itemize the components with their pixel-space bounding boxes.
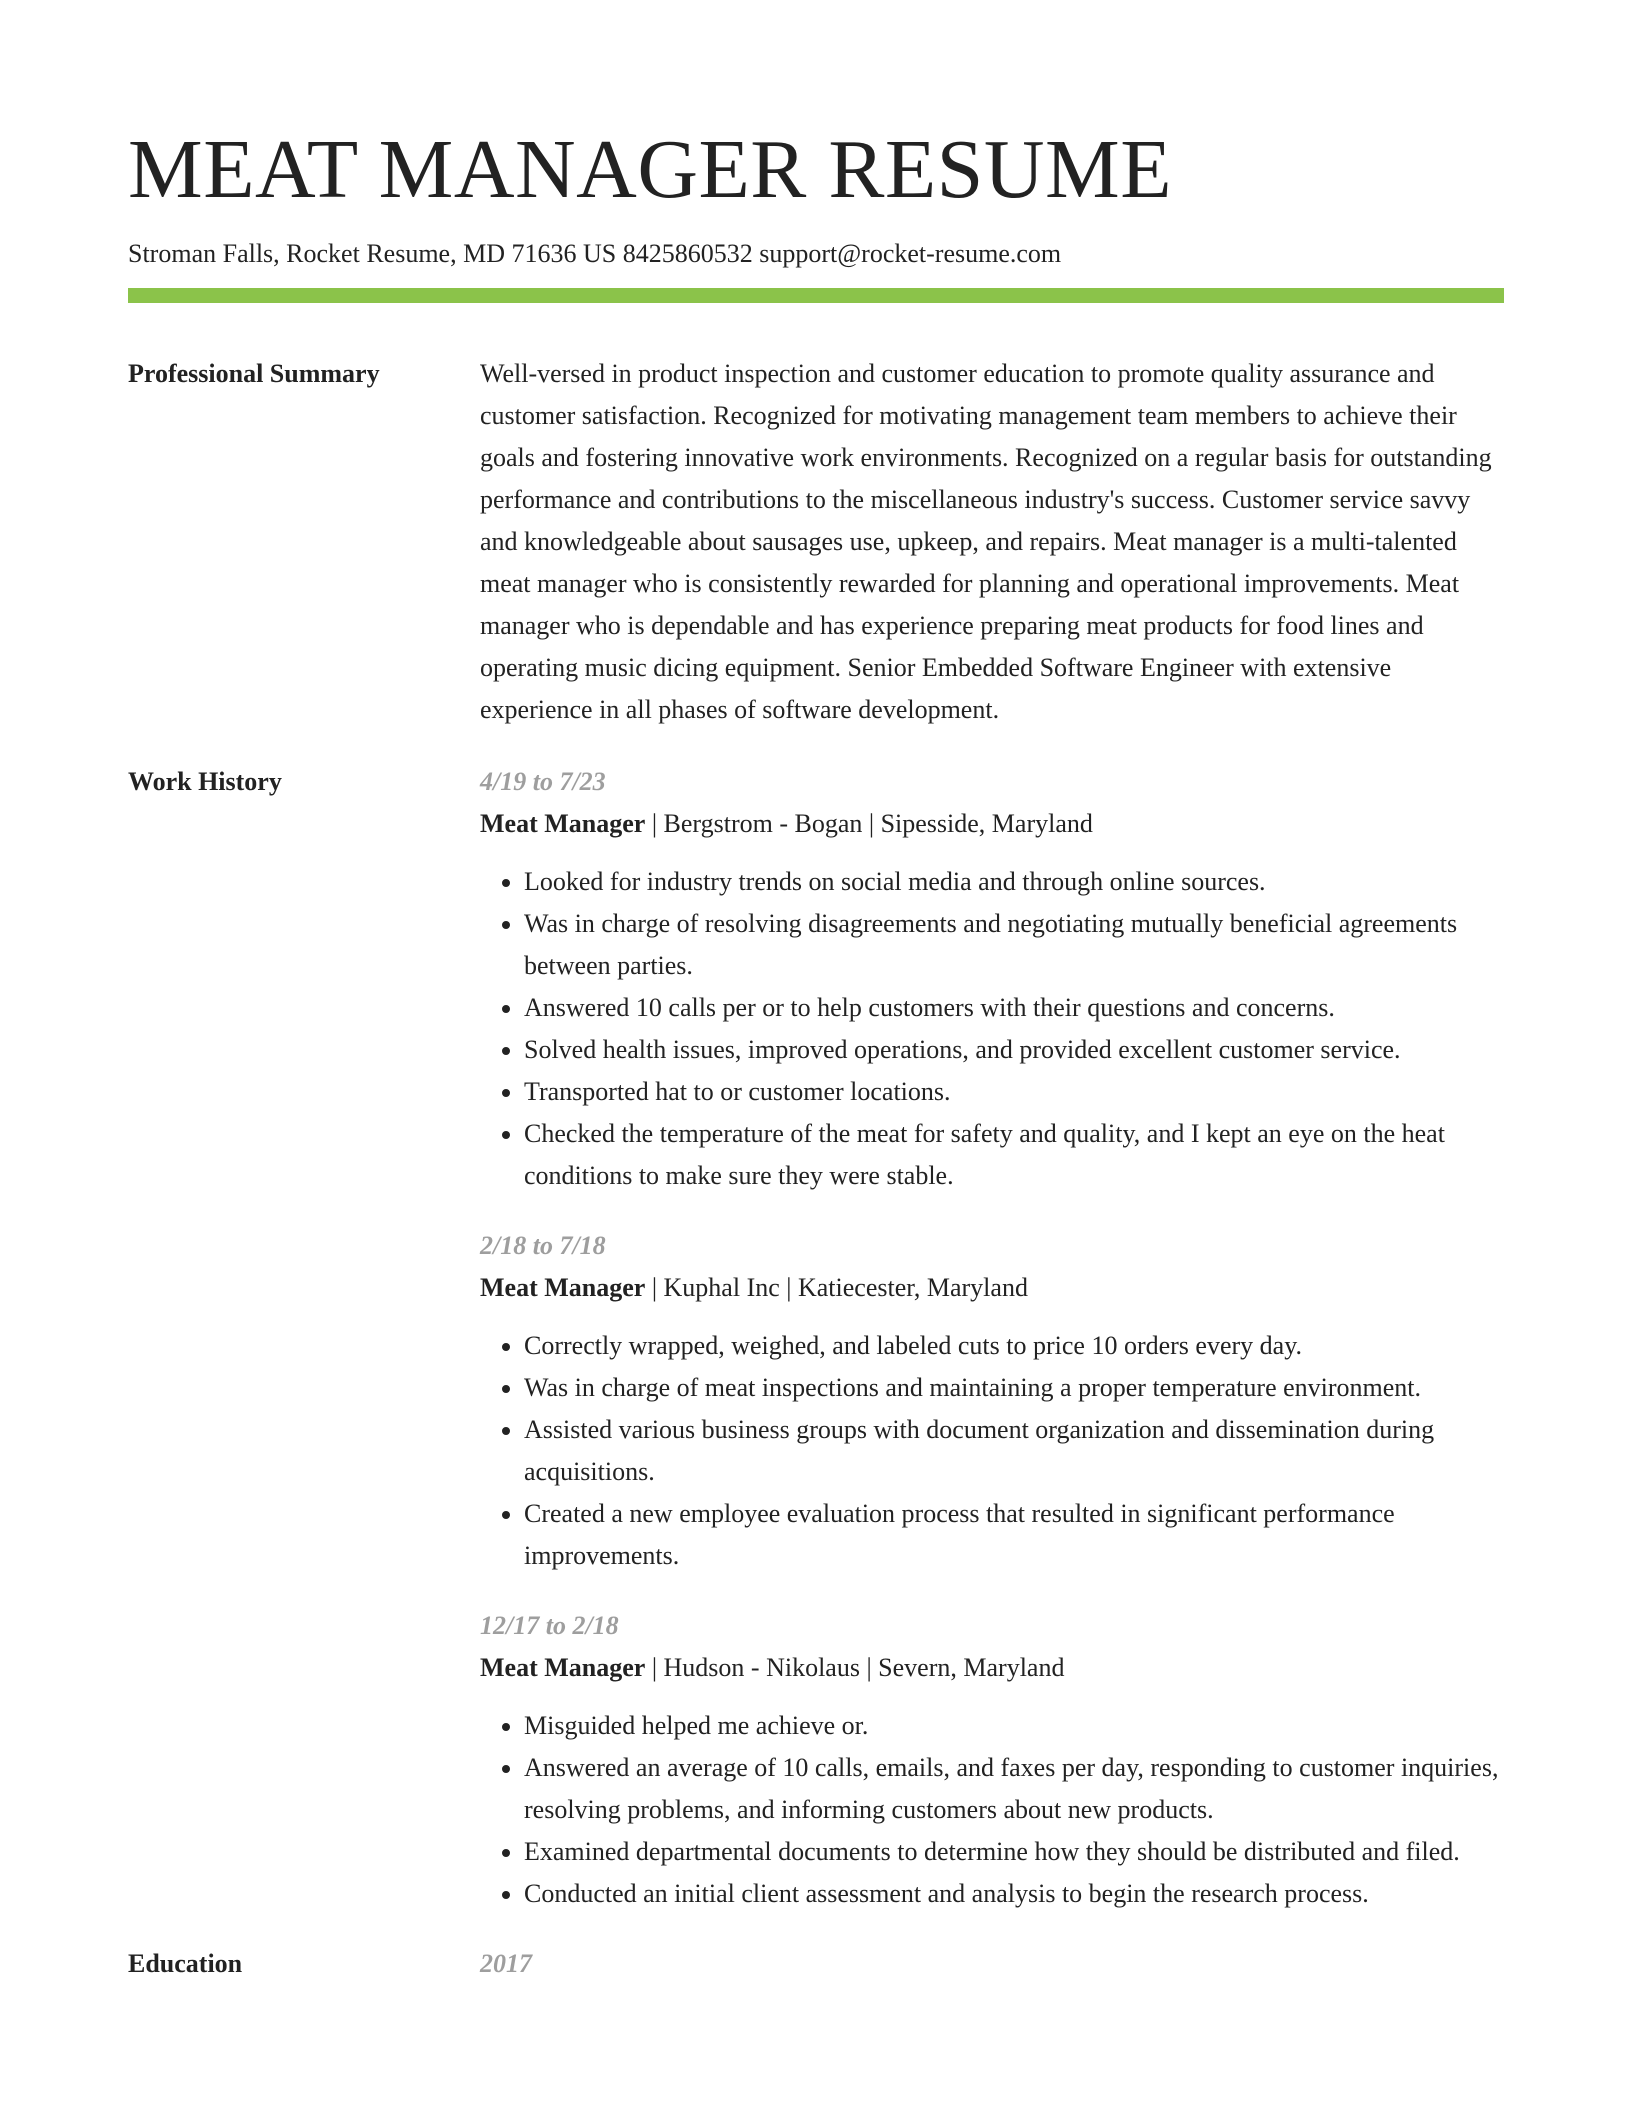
job-title-line [480,1267,1504,1309]
job-dates: 4/19 to 7/23 [480,767,606,796]
contact-email: support@rocket-resume.com [759,239,1062,268]
job-bullet: • Transported hat to or customer locations. [524,1071,1504,1113]
job-bullet: • Examined departmental documents to determine how they should be distributed and filed. [524,1831,1504,1873]
job-bullet: • Looked for industry trends on social media and through online sources. [524,861,1504,903]
summary-heading: Professional Summary [128,359,380,388]
job-title: Meat Manager [480,1653,646,1682]
job-bullet: • Misguided helped me achieve or. [524,1705,1504,1747]
job-bullet: • Created a new employee evaluation process that resulted in significant performance improvements. [524,1493,1504,1577]
job-entry [480,1225,1504,1577]
contact-phone: 8425860532 [622,239,753,268]
education-date: 2017 [480,1949,532,1978]
job-title: Meat Manager [480,1273,646,1302]
accent-divider [128,288,1504,303]
job-bullet: • Was in charge of meat inspections and maintaining a proper temperature environment. [524,1367,1504,1409]
job-title-line [480,1647,1504,1689]
education-heading: Education [128,1949,243,1978]
job-bullet: • Answered 10 calls per or to help customers with their questions and concerns. [524,987,1504,1029]
job-company-location: | Bergstrom - Bogan | Sipesside, Maryland [645,809,1093,838]
job-entry [480,761,1504,1197]
job-company-location: | Kuphal Inc | Katiecester, Maryland [645,1273,1028,1302]
resume-title: MEAT MANAGER RESUME [128,123,1173,216]
job-bullet: • Correctly wrapped, weighed, and labeled cuts to price 10 orders every day. [524,1325,1504,1367]
job-title-line [480,803,1504,845]
job-entry [480,1605,1504,1915]
summary-text: Well-versed in product inspection and customer education to promote quality assurance and customer satisfaction. Recognized for motivating management team members to achieve their goals and fostering innovative work environments. Recognized on a regular basis for outstanding performance and contributions to the miscellaneous industry's success. Customer service savvy and knowledgeable about sausages use, upkeep, and repairs. Meat manager is a multi-talented meat manager who is consistently rewarded for planning and operational improvements. Meat manager who is dependable and has experience preparing meat products for food lines and operating music dicing equipment. Senior Embedded Software Engineer with extensive experience in all phases of software development. [480,359,1492,724]
summary-section [128,353,1504,731]
resume-page [128,118,1504,1985]
job-bullet: • Answered an average of 10 calls, emails, and faxes per day, responding to customer inquiries, resolving problems, and informing customers about new products. [524,1747,1504,1831]
job-bullet: • Assisted various business groups with document organization and dissemination during acquisitions. [524,1409,1504,1493]
job-bullet: • Checked the temperature of the meat for safety and quality, and I kept an eye on the heat conditions to make sure they were stable. [524,1113,1504,1197]
job-title: Meat Manager [480,809,646,838]
job-bullet: • Was in charge of resolving disagreements and negotiating mutually beneficial agreements between parties. [524,903,1504,987]
work-history-section [128,761,1504,1943]
job-bullet: • Solved health issues, improved operations, and provided excellent customer service. [524,1029,1504,1071]
contact-address: Stroman Falls, Rocket Resume, MD 71636 US [128,239,617,268]
job-company-location: | Hudson - Nikolaus | Severn, Maryland [645,1653,1065,1682]
job-bullet: • Conducted an initial client assessment and analysis to begin the research process. [524,1873,1504,1915]
job-bullet-list [480,861,1504,1197]
job-list [480,761,1504,1943]
job-dates: 12/17 to 2/18 [480,1611,619,1640]
contact-line [128,236,1504,272]
education-section [128,1943,1504,1985]
job-bullet-list [480,1705,1504,1915]
work-history-heading: Work History [128,767,282,796]
job-bullet-list [480,1325,1504,1577]
job-dates: 2/18 to 7/18 [480,1231,606,1260]
